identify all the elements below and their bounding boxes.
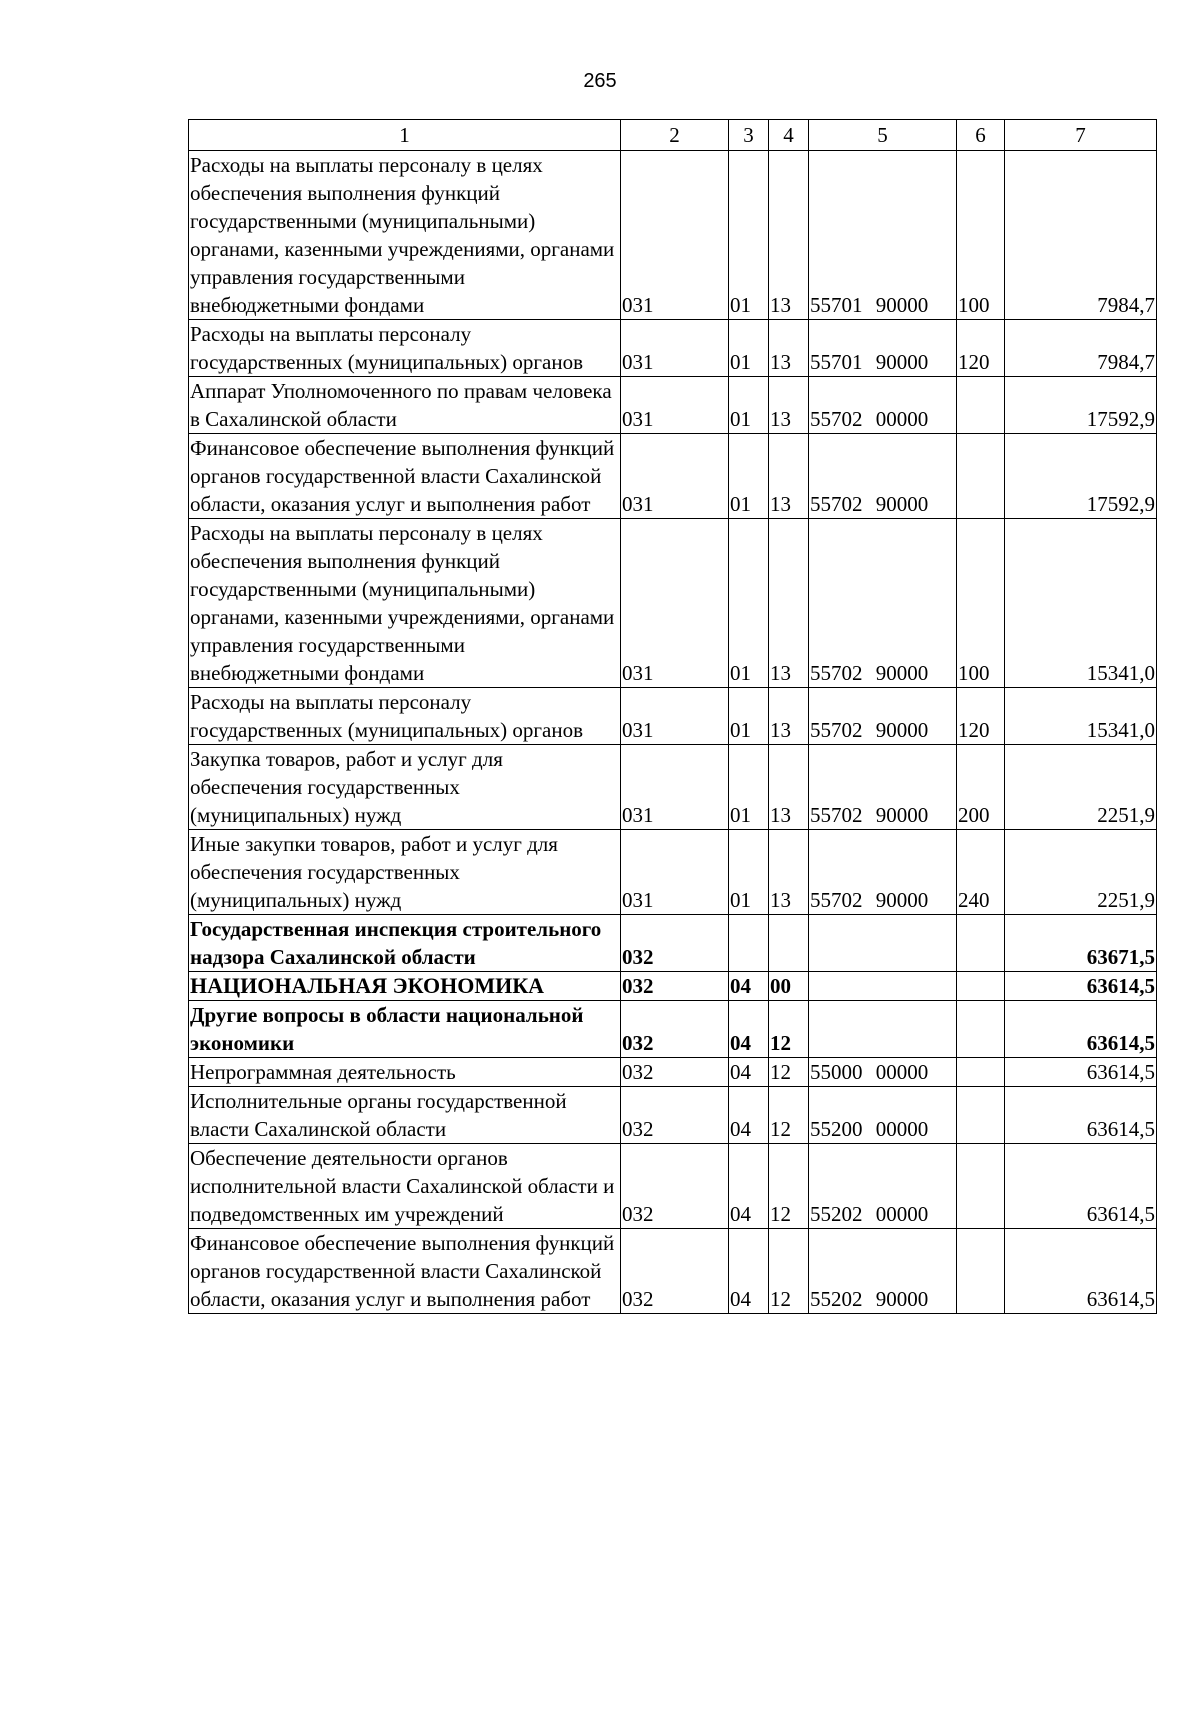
ministry-code-cell: 031 bbox=[621, 745, 729, 830]
amount-cell: 7984,7 bbox=[1005, 151, 1157, 320]
subsection-code-cell: 13 bbox=[769, 377, 809, 434]
target-item-code-cell: 55000 00000 bbox=[809, 1058, 957, 1087]
expense-type-code-cell bbox=[957, 1229, 1005, 1314]
amount-cell: 63614,5 bbox=[1005, 1144, 1157, 1229]
amount-cell: 63614,5 bbox=[1005, 1229, 1157, 1314]
header-col-5: 5 bbox=[809, 120, 957, 151]
ministry-code-cell: 032 bbox=[621, 1144, 729, 1229]
section-code-cell: 04 bbox=[729, 1229, 769, 1314]
amount-cell: 15341,0 bbox=[1005, 519, 1157, 688]
subsection-code-cell: 12 bbox=[769, 1144, 809, 1229]
table-header bbox=[189, 120, 1157, 151]
target-item-code-cell: 55702 00000 bbox=[809, 377, 957, 434]
expense-name-cell: Закупка товаров, работ и услуг для обеспечения государственных (муниципальных) нужд bbox=[189, 745, 621, 830]
ministry-code-cell: 031 bbox=[621, 151, 729, 320]
section-code-cell: 04 bbox=[729, 1144, 769, 1229]
target-item-code-cell: 55200 00000 bbox=[809, 1087, 957, 1144]
table-row bbox=[189, 688, 1157, 745]
table-row bbox=[189, 1058, 1157, 1087]
subsection-code-cell bbox=[769, 915, 809, 972]
section-code-cell bbox=[729, 915, 769, 972]
section-code-cell: 04 bbox=[729, 1058, 769, 1087]
ministry-code-cell: 031 bbox=[621, 830, 729, 915]
table-row bbox=[189, 1229, 1157, 1314]
subsection-code-cell: 13 bbox=[769, 745, 809, 830]
table-row bbox=[189, 1144, 1157, 1229]
budget-table bbox=[188, 119, 1157, 1314]
header-col-4: 4 bbox=[769, 120, 809, 151]
subsection-code-cell: 13 bbox=[769, 830, 809, 915]
expense-name-cell: Другие вопросы в области национальной экономики bbox=[189, 1001, 621, 1058]
section-code-cell: 01 bbox=[729, 320, 769, 377]
expense-name-cell: Аппарат Уполномоченного по правам человека в Сахалинской области bbox=[189, 377, 621, 434]
amount-cell: 63614,5 bbox=[1005, 1087, 1157, 1144]
target-item-code-cell bbox=[809, 972, 957, 1001]
amount-cell: 63614,5 bbox=[1005, 972, 1157, 1001]
table-row bbox=[189, 830, 1157, 915]
header-col-1: 1 bbox=[189, 120, 621, 151]
header-col-3: 3 bbox=[729, 120, 769, 151]
target-item-code-cell bbox=[809, 915, 957, 972]
amount-cell: 63614,5 bbox=[1005, 1058, 1157, 1087]
amount-cell: 63614,5 bbox=[1005, 1001, 1157, 1058]
section-code-cell: 01 bbox=[729, 519, 769, 688]
ministry-code-cell: 032 bbox=[621, 1229, 729, 1314]
table-row bbox=[189, 320, 1157, 377]
expense-name-cell: Расходы на выплаты персоналу в целях обеспечения выполнения функций государственными (муниципальными) органами, казенными учреждениями, органами управления государственными внебюджетными фондами bbox=[189, 151, 621, 320]
section-code-cell: 01 bbox=[729, 688, 769, 745]
expense-type-code-cell bbox=[957, 1058, 1005, 1087]
section-code-cell: 01 bbox=[729, 745, 769, 830]
section-code-cell: 01 bbox=[729, 830, 769, 915]
subsection-code-cell: 13 bbox=[769, 688, 809, 745]
table-row bbox=[189, 1001, 1157, 1058]
subsection-code-cell: 00 bbox=[769, 972, 809, 1001]
expense-type-code-cell: 100 bbox=[957, 519, 1005, 688]
ministry-code-cell: 032 bbox=[621, 915, 729, 972]
ministry-code-cell: 032 bbox=[621, 1058, 729, 1087]
target-item-code-cell bbox=[809, 1001, 957, 1058]
expense-name-cell: Расходы на выплаты персоналу государственных (муниципальных) органов bbox=[189, 688, 621, 745]
subsection-code-cell: 12 bbox=[769, 1001, 809, 1058]
subsection-code-cell: 12 bbox=[769, 1229, 809, 1314]
expense-name-cell: Расходы на выплаты персоналу в целях обеспечения выполнения функций государственными (муниципальными) органами, казенными учреждениями, органами управления государственными внебюджетными фондами bbox=[189, 519, 621, 688]
expense-name-cell: Государственная инспекция строительного надзора Сахалинской области bbox=[189, 915, 621, 972]
amount-cell: 7984,7 bbox=[1005, 320, 1157, 377]
subsection-code-cell: 12 bbox=[769, 1058, 809, 1087]
subsection-code-cell: 13 bbox=[769, 151, 809, 320]
expense-type-code-cell: 240 bbox=[957, 830, 1005, 915]
expense-name-cell: Непрограммная деятельность bbox=[189, 1058, 621, 1087]
expense-type-code-cell: 100 bbox=[957, 151, 1005, 320]
amount-cell: 17592,9 bbox=[1005, 377, 1157, 434]
target-item-code-cell: 55701 90000 bbox=[809, 320, 957, 377]
section-code-cell: 04 bbox=[729, 972, 769, 1001]
target-item-code-cell: 55701 90000 bbox=[809, 151, 957, 320]
expense-type-code-cell bbox=[957, 1001, 1005, 1058]
expense-type-code-cell: 200 bbox=[957, 745, 1005, 830]
subsection-code-cell: 13 bbox=[769, 320, 809, 377]
table-row bbox=[189, 519, 1157, 688]
ministry-code-cell: 031 bbox=[621, 688, 729, 745]
expense-name-cell: Расходы на выплаты персоналу государственных (муниципальных) органов bbox=[189, 320, 621, 377]
ministry-code-cell: 032 bbox=[621, 1001, 729, 1058]
amount-cell: 15341,0 bbox=[1005, 688, 1157, 745]
expense-type-code-cell: 120 bbox=[957, 320, 1005, 377]
table-row bbox=[189, 745, 1157, 830]
target-item-code-cell: 55202 00000 bbox=[809, 1144, 957, 1229]
page-number: 265 bbox=[583, 70, 617, 92]
expense-type-code-cell bbox=[957, 377, 1005, 434]
expense-type-code-cell bbox=[957, 1087, 1005, 1144]
amount-cell: 17592,9 bbox=[1005, 434, 1157, 519]
expense-name-cell: Исполнительные органы государственной власти Сахалинской области bbox=[189, 1087, 621, 1144]
expense-name-cell: Обеспечение деятельности органов исполнительной власти Сахалинской области и подведомственных им учреждений bbox=[189, 1144, 621, 1229]
amount-cell: 63671,5 bbox=[1005, 915, 1157, 972]
ministry-code-cell: 031 bbox=[621, 519, 729, 688]
amount-cell: 2251,9 bbox=[1005, 830, 1157, 915]
subsection-code-cell: 13 bbox=[769, 519, 809, 688]
expense-type-code-cell bbox=[957, 434, 1005, 519]
header-col-6: 6 bbox=[957, 120, 1005, 151]
subsection-code-cell: 12 bbox=[769, 1087, 809, 1144]
expense-name-cell: Финансовое обеспечение выполнения функций органов государственной власти Сахалинской области, оказания услуг и выполнения работ bbox=[189, 1229, 621, 1314]
target-item-code-cell: 55702 90000 bbox=[809, 434, 957, 519]
expense-name-cell: Финансовое обеспечение выполнения функций органов государственной власти Сахалинской области, оказания услуг и выполнения работ bbox=[189, 434, 621, 519]
ministry-code-cell: 031 bbox=[621, 434, 729, 519]
header-row bbox=[189, 120, 1157, 151]
expense-name-cell: Иные закупки товаров, работ и услуг для обеспечения государственных (муниципальных) нужд bbox=[189, 830, 621, 915]
ministry-code-cell: 031 bbox=[621, 320, 729, 377]
target-item-code-cell: 55702 90000 bbox=[809, 830, 957, 915]
table-row bbox=[189, 434, 1157, 519]
table-row bbox=[189, 151, 1157, 320]
expense-name-cell: НАЦИОНАЛЬНАЯ ЭКОНОМИКА bbox=[189, 972, 621, 1001]
table-row bbox=[189, 915, 1157, 972]
ministry-code-cell: 032 bbox=[621, 972, 729, 1001]
expense-type-code-cell bbox=[957, 1144, 1005, 1229]
section-code-cell: 01 bbox=[729, 377, 769, 434]
header-col-7: 7 bbox=[1005, 120, 1157, 151]
header-col-2: 2 bbox=[621, 120, 729, 151]
section-code-cell: 01 bbox=[729, 151, 769, 320]
section-code-cell: 04 bbox=[729, 1001, 769, 1058]
ministry-code-cell: 031 bbox=[621, 377, 729, 434]
subsection-code-cell: 13 bbox=[769, 434, 809, 519]
section-code-cell: 04 bbox=[729, 1087, 769, 1144]
table-row bbox=[189, 972, 1157, 1001]
expense-type-code-cell: 120 bbox=[957, 688, 1005, 745]
table-row bbox=[189, 1087, 1157, 1144]
table-row bbox=[189, 377, 1157, 434]
target-item-code-cell: 55702 90000 bbox=[809, 519, 957, 688]
target-item-code-cell: 55702 90000 bbox=[809, 688, 957, 745]
expense-type-code-cell bbox=[957, 915, 1005, 972]
expense-type-code-cell bbox=[957, 972, 1005, 1001]
amount-cell: 2251,9 bbox=[1005, 745, 1157, 830]
table-body bbox=[189, 151, 1157, 1314]
section-code-cell: 01 bbox=[729, 434, 769, 519]
target-item-code-cell: 55202 90000 bbox=[809, 1229, 957, 1314]
target-item-code-cell: 55702 90000 bbox=[809, 745, 957, 830]
ministry-code-cell: 032 bbox=[621, 1087, 729, 1144]
